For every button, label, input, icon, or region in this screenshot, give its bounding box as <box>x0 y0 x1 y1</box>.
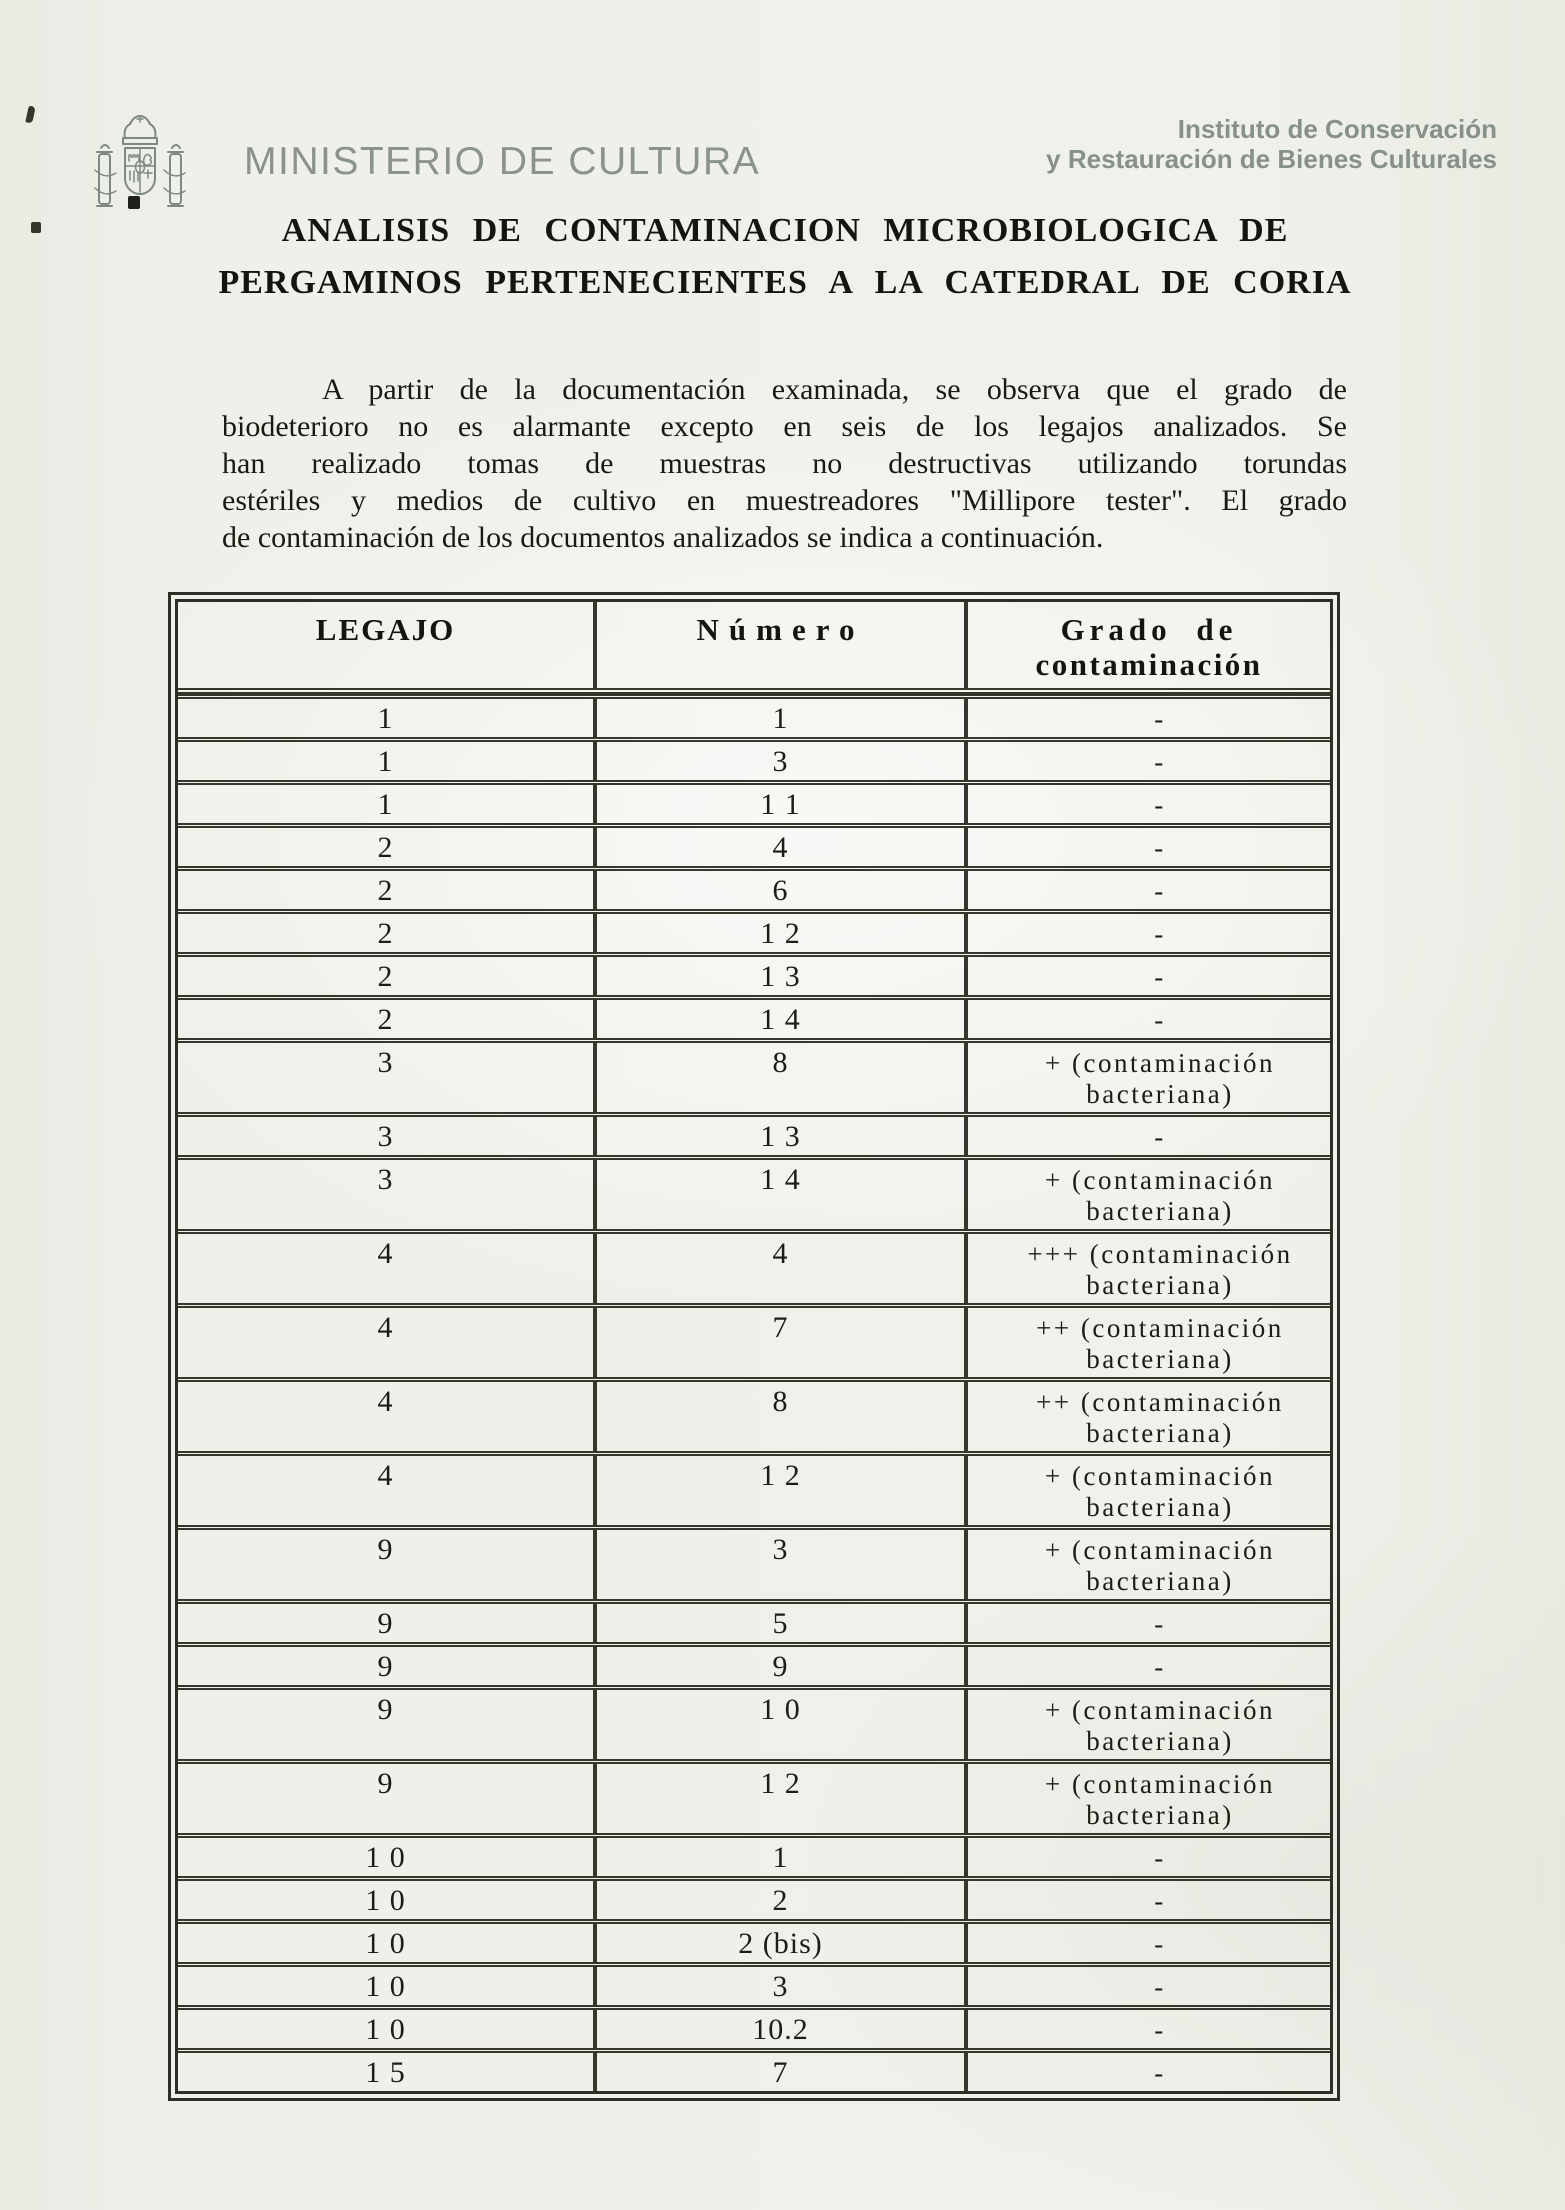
grado-line1: + (contaminación <box>1045 1695 1275 1725</box>
cell-grado <box>964 2010 1330 2048</box>
grado-line1: - <box>1154 1652 1166 1682</box>
table-row <box>178 995 1330 1038</box>
cell-legajo: 1 <box>377 702 394 735</box>
cell-grado <box>964 742 1330 780</box>
table-row <box>178 1642 1330 1685</box>
cell-legajo: 3 <box>377 1120 394 1153</box>
cell-legajo: 1 0 <box>365 1884 406 1917</box>
cell-legajo: 1 <box>377 745 394 778</box>
grado-line2: bacteriana) <box>1086 1079 1234 1109</box>
cell-numero: 1 2 <box>593 914 964 952</box>
col-header-grado-line1: Grado de <box>1060 612 1238 647</box>
grado-line1: + (contaminación <box>1045 1769 1275 1799</box>
cell-legajo: 2 <box>377 917 394 950</box>
cell-grado <box>964 1530 1330 1599</box>
grado-line1: + (contaminación <box>1045 1461 1275 1491</box>
intro-paragraph <box>222 371 1347 556</box>
grado-line1: - <box>1154 1122 1166 1152</box>
cell-legajo: 2 <box>377 831 394 864</box>
paragraph-line: biodeterioro no es alarmante excepto en seis de los legajos analizados. Se <box>222 410 1347 443</box>
paragraph-line: A partir de la documentación examinada, se observa que el grado de <box>322 373 1347 406</box>
cell-grado <box>964 957 1330 995</box>
cell-legajo: 1 0 <box>365 1970 406 2003</box>
cell-legajo: 9 <box>377 1693 394 1726</box>
table-row <box>178 1525 1330 1599</box>
grado-line1: - <box>1154 1886 1166 1916</box>
cell-grado <box>964 2053 1330 2091</box>
table-row <box>178 952 1330 995</box>
table-row <box>178 1876 1330 1919</box>
cell-grado <box>964 699 1330 737</box>
grado-line1: - <box>1154 876 1166 906</box>
cell-numero: 3 <box>593 742 964 780</box>
cell-legajo: 9 <box>377 1767 394 1800</box>
cell-numero: 2 <box>593 1881 964 1919</box>
table-row <box>178 1155 1330 1229</box>
table-row <box>178 2048 1330 2091</box>
grado-line1: - <box>1154 2058 1166 2088</box>
cell-grado <box>964 1647 1330 1685</box>
cell-numero: 4 <box>593 828 964 866</box>
cell-numero: 1 1 <box>593 785 964 823</box>
cell-numero: 3 <box>593 1967 964 2005</box>
grado-line1: - <box>1154 1005 1166 1035</box>
table-row <box>178 1833 1330 1876</box>
col-header-legajo: LEGAJO <box>315 612 456 647</box>
ministry-name: MINISTERIO DE CULTURA <box>244 140 761 183</box>
grado-line2: bacteriana) <box>1086 1196 1234 1226</box>
cell-legajo: 2 <box>377 874 394 907</box>
table-header-row <box>178 602 1330 694</box>
cell-legajo: 4 <box>377 1237 394 1270</box>
institute-line2: y Restauración de Bienes Culturales <box>1046 144 1497 174</box>
cell-numero: 8 <box>593 1382 964 1451</box>
cell-grado <box>964 1690 1330 1759</box>
cell-grado <box>964 1160 1330 1229</box>
grado-line2: bacteriana) <box>1086 1726 1234 1756</box>
grado-line1: ++ (contaminación <box>1036 1313 1284 1343</box>
table-row <box>178 1451 1330 1525</box>
cell-grado <box>964 1967 1330 2005</box>
grado-line2: bacteriana) <box>1086 1418 1234 1448</box>
cell-numero: 3 <box>593 1530 964 1599</box>
table-row <box>178 1759 1330 1833</box>
cell-numero: 1 4 <box>593 1160 964 1229</box>
grado-line1: - <box>1154 704 1166 734</box>
grado-line2: bacteriana) <box>1086 1492 1234 1522</box>
cell-numero: 10.2 <box>593 2010 964 2048</box>
grado-line2: bacteriana) <box>1086 1344 1234 1374</box>
cell-numero: 5 <box>593 1604 964 1642</box>
grado-line1: - <box>1154 2015 1166 2045</box>
table-row <box>178 823 1330 866</box>
cell-grado <box>964 1117 1330 1155</box>
table-row <box>178 737 1330 780</box>
col-header-grado-line2: contaminación <box>1035 647 1263 682</box>
col-header-grado <box>964 602 1330 688</box>
cell-legajo: 4 <box>377 1385 394 1418</box>
cell-legajo: 9 <box>377 1650 394 1683</box>
cell-numero: 1 <box>593 699 964 737</box>
grado-line1: - <box>1154 833 1166 863</box>
cell-numero: 1 0 <box>593 1690 964 1759</box>
scan-mark <box>31 222 41 233</box>
table-row <box>178 909 1330 952</box>
paragraph-line: estériles y medios de cultivo en muestreadores "Millipore tester". El grado <box>222 484 1347 517</box>
cell-legajo: 1 5 <box>365 2056 406 2089</box>
grado-line2: bacteriana) <box>1086 1566 1234 1596</box>
title-line1: ANALISIS DE CONTAMINACION MICROBIOLOGICA DE <box>281 212 1289 249</box>
grado-line1: +++ (contaminación <box>1027 1239 1293 1269</box>
contamination-table <box>168 592 1340 2101</box>
grado-line2: bacteriana) <box>1086 1270 1234 1300</box>
grado-line1: - <box>1154 790 1166 820</box>
table-row <box>178 1962 1330 2005</box>
grado-line1: - <box>1154 1929 1166 1959</box>
cell-legajo: 2 <box>377 960 394 993</box>
cell-numero: 7 <box>593 2053 964 2091</box>
table-row <box>178 780 1330 823</box>
grado-line1: - <box>1154 962 1166 992</box>
col-header-numero: Número <box>593 602 964 688</box>
cell-numero: 2 (bis) <box>593 1924 964 1962</box>
grado-line1: - <box>1154 1609 1166 1639</box>
cell-numero: 8 <box>593 1043 964 1112</box>
grado-line1: - <box>1154 1843 1166 1873</box>
cell-grado <box>964 1881 1330 1919</box>
cell-legajo: 9 <box>377 1607 394 1640</box>
table-row <box>178 1919 1330 1962</box>
document-title <box>160 205 1410 309</box>
cell-legajo: 9 <box>377 1533 394 1566</box>
title-line2: PERGAMINOS PERTENECIENTES A LA CATEDRAL DE CORIA <box>218 264 1352 301</box>
cell-legajo: 3 <box>377 1046 394 1079</box>
scan-mark <box>25 105 35 123</box>
cell-legajo: 1 0 <box>365 2013 406 2046</box>
cell-numero: 1 2 <box>593 1764 964 1833</box>
cell-grado <box>964 1234 1330 1303</box>
cell-numero: 1 <box>593 1838 964 1876</box>
table-row <box>178 1599 1330 1642</box>
table-body <box>178 694 1330 2091</box>
grado-line1: - <box>1154 1972 1166 2002</box>
grado-line1: - <box>1154 747 1166 777</box>
cell-grado <box>964 1308 1330 1377</box>
cell-grado <box>964 1000 1330 1038</box>
grado-line1: + (contaminación <box>1045 1535 1275 1565</box>
cell-grado <box>964 828 1330 866</box>
table-row <box>178 866 1330 909</box>
grado-line1: + (contaminación <box>1045 1048 1275 1078</box>
grado-line1: - <box>1154 919 1166 949</box>
cell-grado <box>964 1043 1330 1112</box>
cell-legajo: 4 <box>377 1459 394 1492</box>
cell-grado <box>964 1924 1330 1962</box>
cell-legajo: 4 <box>377 1311 394 1344</box>
table-row <box>178 1038 1330 1112</box>
cell-numero: 6 <box>593 871 964 909</box>
cell-legajo: 1 0 <box>365 1841 406 1874</box>
cell-grado <box>964 1604 1330 1642</box>
table-row <box>178 694 1330 737</box>
cell-numero: 7 <box>593 1308 964 1377</box>
grado-line2: bacteriana) <box>1086 1800 1234 1830</box>
cell-grado <box>964 1456 1330 1525</box>
cell-grado <box>964 1382 1330 1451</box>
cell-numero: 1 2 <box>593 1456 964 1525</box>
table-row <box>178 1303 1330 1377</box>
cell-numero: 4 <box>593 1234 964 1303</box>
cell-numero: 1 3 <box>593 957 964 995</box>
table-row <box>178 2005 1330 2048</box>
paragraph-line: han realizado tomas de muestras no destructivas utilizando torundas <box>222 447 1347 480</box>
cell-legajo: 2 <box>377 1003 394 1036</box>
table-row <box>178 1377 1330 1451</box>
cell-numero: 1 3 <box>593 1117 964 1155</box>
grado-line1: ++ (contaminación <box>1036 1387 1284 1417</box>
cell-legajo: 1 0 <box>365 1927 406 1960</box>
grado-line1: + (contaminación <box>1045 1165 1275 1195</box>
table-row <box>178 1685 1330 1759</box>
cell-legajo: 1 <box>377 788 394 821</box>
cell-numero: 9 <box>593 1647 964 1685</box>
table-row <box>178 1229 1330 1303</box>
cell-grado <box>964 1764 1330 1833</box>
institute-name <box>1046 114 1497 174</box>
paragraph-line: de contaminación de los documentos analizados se indica a continuación. <box>222 521 1104 554</box>
cell-grado <box>964 785 1330 823</box>
institute-line1: Instituto de Conservación <box>1177 114 1497 144</box>
cell-grado <box>964 914 1330 952</box>
cell-grado <box>964 1838 1330 1876</box>
cell-numero: 1 4 <box>593 1000 964 1038</box>
cell-grado <box>964 871 1330 909</box>
table-row <box>178 1112 1330 1155</box>
table-frame <box>175 599 1333 2094</box>
cell-legajo: 3 <box>377 1163 394 1196</box>
